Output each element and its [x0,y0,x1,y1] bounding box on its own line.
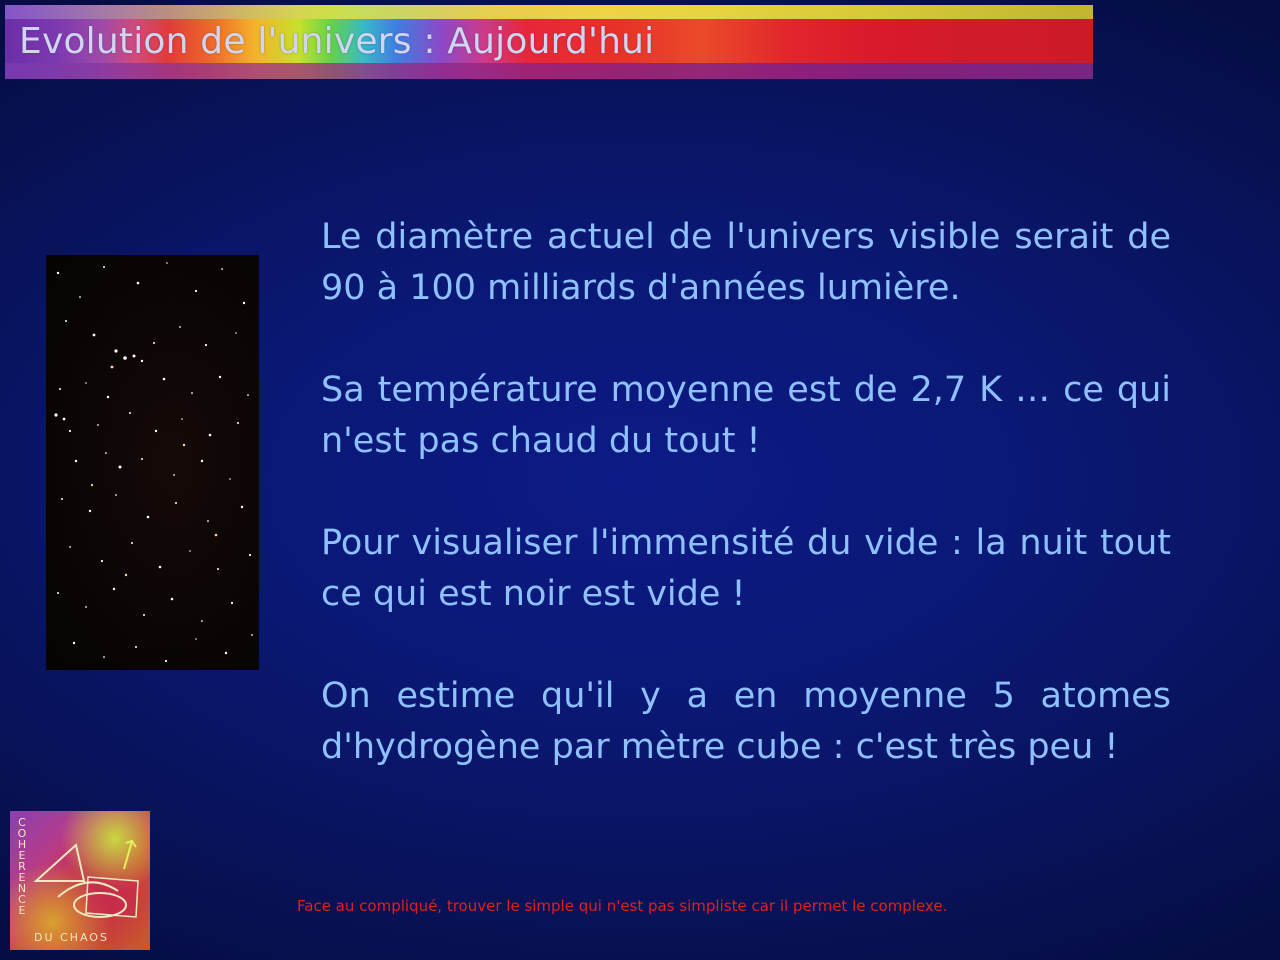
title-bar [5,5,1093,79]
starfield-stars [46,255,259,670]
slide-body [321,212,1171,773]
footer-quote: Face au compliqué, trouver le simple qui n'est pas simpliste car il permet le complexe. [297,897,948,915]
logo-vertical-text: COHERENCE [17,816,27,917]
paragraph-hydrogen: On estime qu'il y a en moyenne 5 atomes d'hydrogène par mètre cube : c'est très peu ! [321,676,1171,767]
paragraph-vacuum: Pour visualiser l'immensité du vide : la nuit tout ce qui est noir est vide ! [321,523,1171,614]
logo-graphic [28,821,148,931]
logo-bottom-text: DU CHAOS [34,931,109,944]
starfield-image [46,255,259,670]
slide-title: Evolution de l'univers : Aujourd'hui [19,21,655,62]
paragraph-diameter: Le diamètre actuel de l'univers visible serait de 90 à 100 milliards d'années lumière. [321,217,1171,308]
coherence-du-chaos-logo [10,811,150,950]
paragraph-temperature: Sa température moyenne est de 2,7 K … ce qui n'est pas chaud du tout ! [321,370,1171,461]
